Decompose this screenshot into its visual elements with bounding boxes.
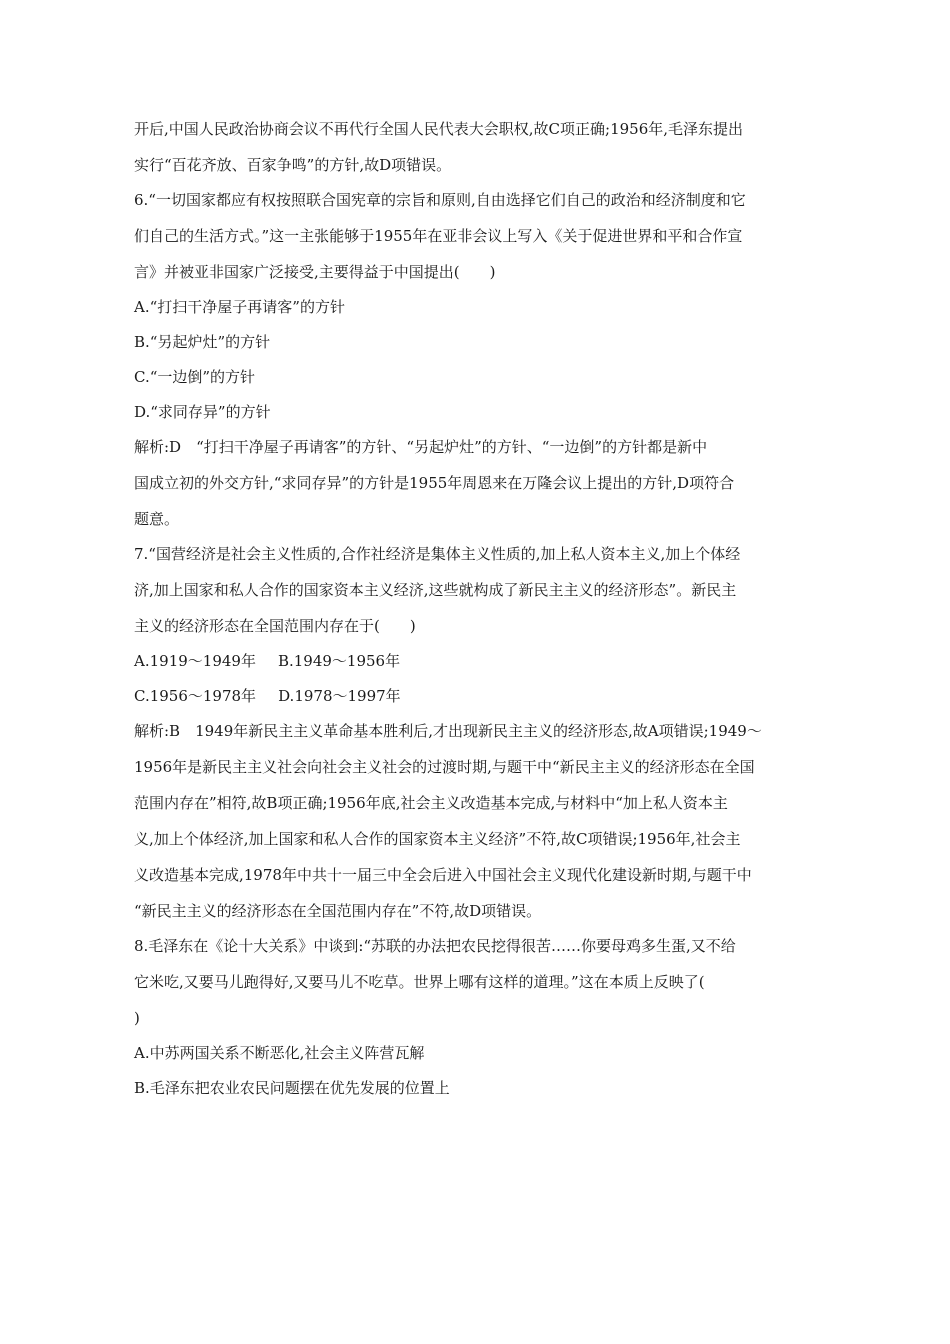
q7-analysis-line-1: 解析:B 1949年新民主主义革命基本胜利后,才出现新民主主义的经济形态,故A项错误;1949～ xyxy=(134,722,762,740)
q7-analysis-line-4: 义,加上个体经济,加上国家和私人合作的国家资本主义经济”不符,故C项错误;1956年,社会主 xyxy=(134,830,741,848)
q6-option-c: C.“一边倒”的方针 xyxy=(134,368,256,386)
q8-stem-line-3: ) xyxy=(134,1009,140,1027)
q6-stem-line-3: 言》并被亚非国家广泛接受,主要得益于中国提出( ) xyxy=(134,263,496,281)
q8-option-b: B.毛泽东把农业农民问题摆在优先发展的位置上 xyxy=(134,1079,450,1097)
prev-answer-line-2: 实行“百花齐放、百家争鸣”的方针,故D项错误。 xyxy=(134,156,452,174)
q6-option-d: D.“求同存异”的方针 xyxy=(134,403,271,421)
q6-option-a: A.“打扫干净屋子再请客”的方针 xyxy=(134,298,345,316)
q7-analysis-line-2: 1956年是新民主主义社会向社会主义社会的过渡时期,与题干中“新民主主义的经济形态在全国 xyxy=(134,758,755,776)
q6-stem-line-1: 6.“一切国家都应有权按照联合国宪章的宗旨和原则,自由选择它们自己的政治和经济制度和它 xyxy=(134,191,746,209)
q6-option-b: B.“另起炉灶”的方针 xyxy=(134,333,271,351)
q7-option-b: B.1949～1956年 xyxy=(277,652,401,670)
document-page xyxy=(134,118,840,1112)
q7-analysis-line-3: 范围内存在”相符,故B项正确;1956年底,社会主义改造基本完成,与材料中“加上私人资本主 xyxy=(134,794,728,812)
q7-options-row-1 xyxy=(134,650,840,673)
q7-stem-line-3: 主义的经济形态在全国范围内存在于( ) xyxy=(134,617,416,635)
q7-analysis-line-6: “新民主主义的经济形态在全国范围内存在”不符,故D项错误。 xyxy=(134,902,542,920)
q6-analysis-line-3: 题意。 xyxy=(134,510,180,528)
q8-option-a: A.中苏两国关系不断恶化,社会主义阵营瓦解 xyxy=(134,1044,425,1062)
q7-options-row-2 xyxy=(134,685,840,708)
prev-answer-line-1: 开后,中国人民政治协商会议不再代行全国人民代表大会职权,故C项正确;1956年,毛泽东提出 xyxy=(134,120,744,138)
q7-stem-line-2: 济,加上国家和私人合作的国家资本主义经济,这些就构成了新民主主义的经济形态”。新民主 xyxy=(134,581,737,599)
q7-stem-line-1: 7.“国营经济是社会主义性质的,合作社经济是集体主义性质的,加上私人资本主义,加上个体经 xyxy=(134,545,741,563)
q6-analysis-line-1: 解析:D “打扫干净屋子再请客”的方针、“另起炉灶”的方针、“一边倒”的方针都是新中 xyxy=(134,438,708,456)
q8-stem-line-1: 8.毛泽东在《论十大关系》中谈到:“苏联的办法把农民挖得很苦……你要母鸡多生蛋,又不给 xyxy=(134,937,736,955)
q7-option-a: A.1919～1949年 xyxy=(134,652,256,670)
q7-option-d: D.1978～1997年 xyxy=(278,687,401,705)
q7-option-c: C.1956～1978年 xyxy=(134,687,257,705)
q8-stem-line-2: 它米吃,又要马儿跑得好,又要马儿不吃草。世界上哪有这样的道理。”这在本质上反映了( xyxy=(134,973,705,991)
q6-stem-line-2: 们自己的生活方式。”这一主张能够于1955年在亚非会议上写入《关于促进世界和平和合作宣 xyxy=(134,227,743,245)
q7-analysis-line-5: 义改造基本完成,1978年中共十一届三中全会后进入中国社会主义现代化建设新时期,与题干中 xyxy=(134,866,752,884)
q6-analysis-line-2: 国成立初的外交方针,“求同存异”的方针是1955年周恩来在万隆会议上提出的方针,D项符合 xyxy=(134,474,735,492)
